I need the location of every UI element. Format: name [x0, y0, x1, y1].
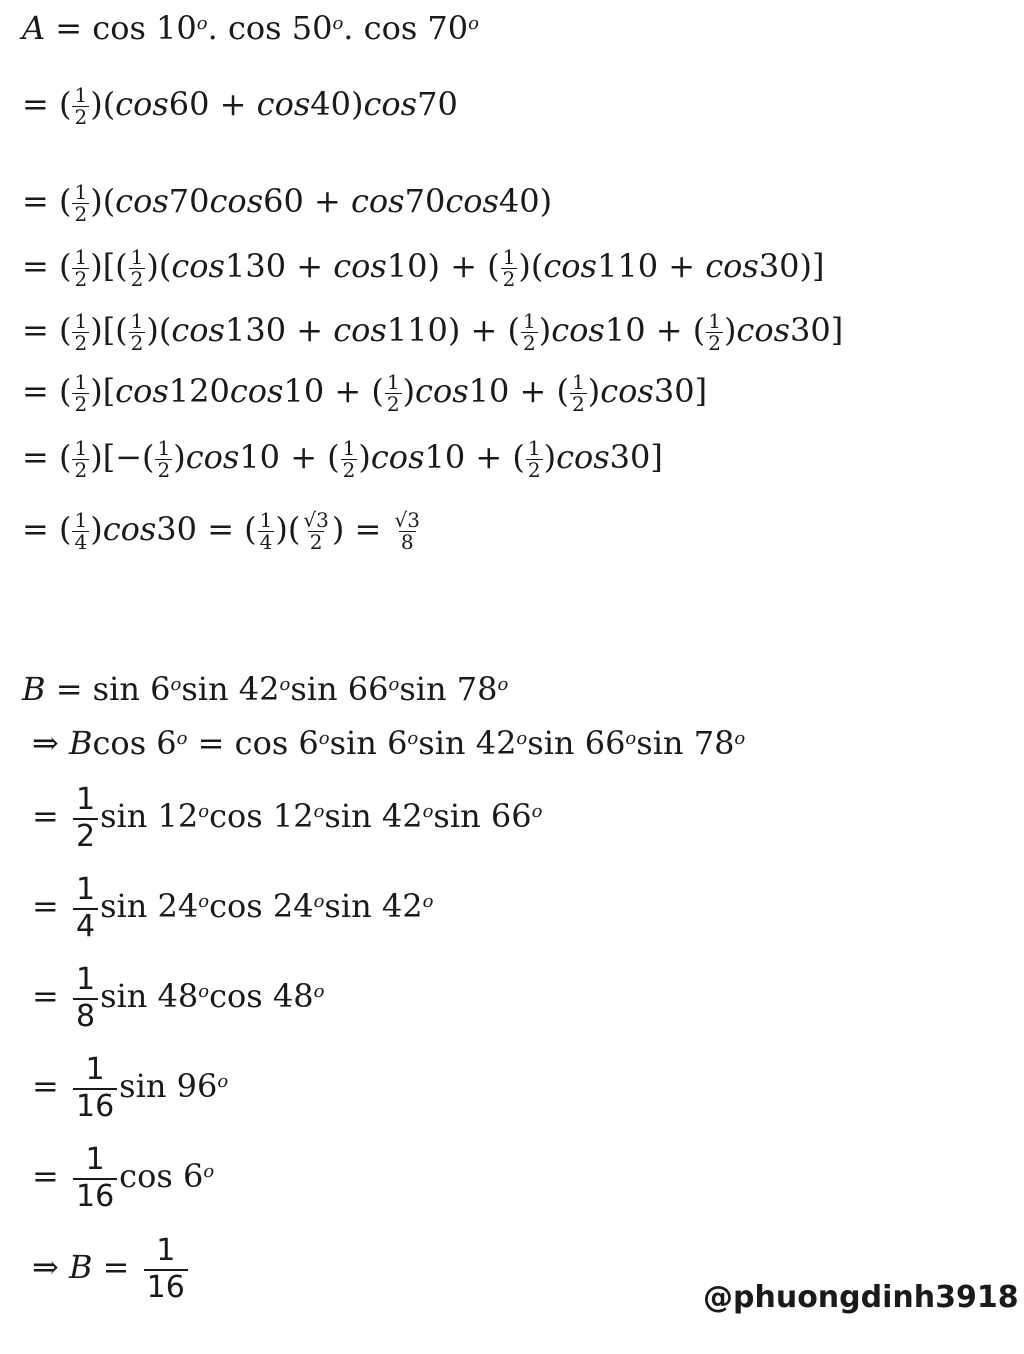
- equation-b-line-8: ⇒ B = $\frac{1}{16}$: [32, 1234, 190, 1305]
- equation-b-line-4: = $\frac{1}{4}$ sin 24$^o$cos 24$^o$sin 42$^o$: [32, 872, 434, 944]
- equation-b-line-2: ⇒ Bcos $6^o = \cos 6^o\sin$ 6$^o$sin 42$^o$sin 66$^o$sin 78$^o$: [32, 724, 746, 762]
- equation-a-line-4: = ( $\frac{1}{2}$ )[( $\frac{1}{2}$ )(cos130 + cos10) + ( $\frac{1}{2}$ )(cos110 + cos30)]: [22, 245, 825, 291]
- equation-b-line-7: = $\frac{1}{16}$ cos 6$^o$: [32, 1142, 215, 1214]
- equation-a-line-5: = ( $\frac{1}{2}$ )[( $\frac{1}{2}$ )(cos130 + cos110) + ( $\frac{1}{2}$ )cos10 + ( $\frac{1}{2}$ )cos30]: [22, 309, 844, 355]
- equation-a-line-2: = ( $\frac{1}{2}$ )(cos60 + cos40)cos70: [22, 83, 458, 129]
- equation-a-line-6: = ( $\frac{1}{2}$ )[cos120cos10 + ( $\frac{1}{2}$ )cos10 + ( $\frac{1}{2}$ )cos30]: [22, 370, 708, 416]
- equation-a-line-7: = ( $\frac{1}{2}$ )[−( $\frac{1}{2}$ )cos10 + ( $\frac{1}{2}$ )cos10 + ( $\frac{1}{2}$ )cos30]: [22, 436, 663, 482]
- equation-b-line-1: B = sin 6$^o$sin 42$^o$sin 66$^o$sin 78$^o$: [22, 670, 509, 708]
- equation-a-line-1: A = cos 10$^o$. cos 50$^o$. cos 70$^o$: [22, 9, 479, 47]
- equation-b-line-3: = $\frac{1}{2}$ sin 12$^o$cos 12$^o$sin 42$^o$sin 66$^o$: [32, 782, 543, 854]
- equation-b-line-5: = $\frac{1}{8}$ sin 48$^o$cos 48$^o$: [32, 962, 325, 1034]
- author-watermark: @phuongdinh3918: [703, 1280, 1019, 1315]
- equation-a-line-8: = ( $\frac{1}{4}$ )cos30 = ( $\frac{1}{4}$ )( $\frac{√3}{2}$ ) = $\frac{√3}{8}$: [22, 508, 420, 554]
- equation-b-line-6: = $\frac{1}{16}$ sin 96$^o$: [32, 1052, 229, 1124]
- equation-a-line-3: = ( $\frac{1}{2}$ )(cos70cos60 + cos70cos40): [22, 180, 553, 226]
